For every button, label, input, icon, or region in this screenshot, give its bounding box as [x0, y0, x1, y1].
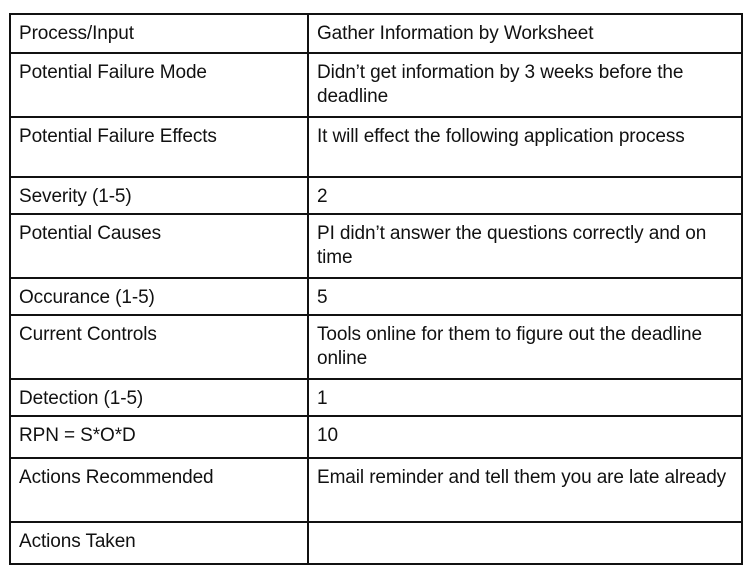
row-label: Potential Failure Mode — [10, 53, 308, 117]
row-label: Severity (1-5) — [10, 177, 308, 214]
row-value: It will effect the following application process — [308, 117, 742, 177]
row-value: 5 — [308, 278, 742, 315]
row-label: Actions Taken — [10, 522, 308, 564]
table-row-detection — [10, 379, 742, 416]
table-row-severity — [10, 177, 742, 214]
row-label: Process/Input — [10, 14, 308, 53]
row-value: Gather Information by Worksheet — [308, 14, 742, 53]
row-label: Potential Causes — [10, 214, 308, 278]
row-label: Potential Failure Effects — [10, 117, 308, 177]
table-row-occurance — [10, 278, 742, 315]
table-row-rpn — [10, 416, 742, 458]
row-label: Detection (1-5) — [10, 379, 308, 416]
row-value: 2 — [308, 177, 742, 214]
row-label: RPN = S*O*D — [10, 416, 308, 458]
row-value: 1 — [308, 379, 742, 416]
row-label: Current Controls — [10, 315, 308, 379]
row-value-empty — [308, 522, 742, 564]
table-row-potential-causes — [10, 214, 742, 278]
row-label: Occurance (1-5) — [10, 278, 308, 315]
row-value: Didn’t get information by 3 weeks before the deadline — [308, 53, 742, 117]
table-row-actions-taken — [10, 522, 742, 564]
row-value: 10 — [308, 416, 742, 458]
table-row-potential-failure-effects — [10, 117, 742, 177]
table-row-current-controls — [10, 315, 742, 379]
table-row-actions-recommended — [10, 458, 742, 522]
table-row-potential-failure-mode — [10, 53, 742, 117]
row-label: Actions Recommended — [10, 458, 308, 522]
table-row-process-input — [10, 14, 742, 53]
row-value: Email reminder and tell them you are late already — [308, 458, 742, 522]
row-value: Tools online for them to figure out the deadline online — [308, 315, 742, 379]
row-value: PI didn’t answer the questions correctly and on time — [308, 214, 742, 278]
fmea-table — [9, 13, 743, 565]
